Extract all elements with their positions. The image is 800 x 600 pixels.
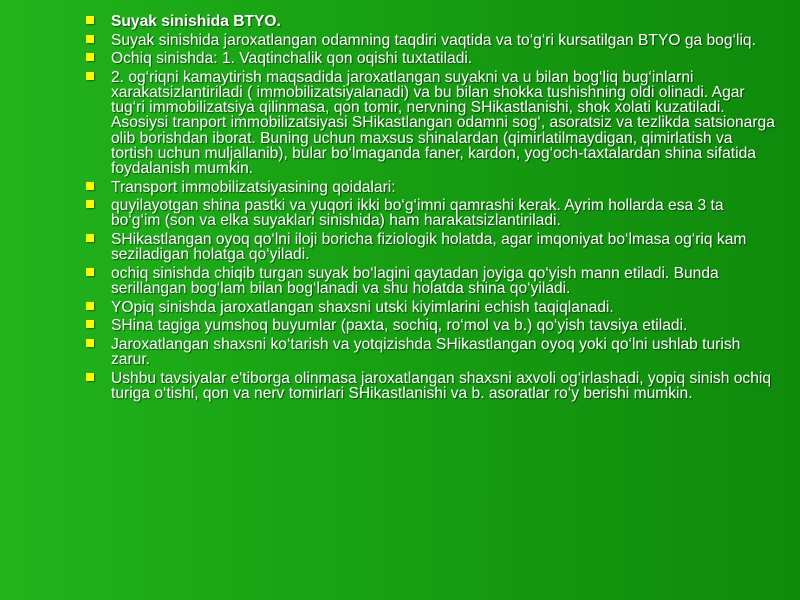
- list-item: [86, 70, 776, 176]
- list-item: [86, 198, 776, 228]
- list-item: [86, 180, 776, 195]
- square-bullet-icon: [86, 182, 94, 190]
- square-bullet-icon: [86, 268, 94, 276]
- item-text: Suyak sinishida BTYO.: [111, 13, 281, 30]
- list-item: [86, 337, 776, 367]
- item-text: Ushbu tavsiyalar e'tiborga olinmasa jaroxatlangan shaxsni axvoli og‘irlashadi, yopiq sinish ochiq turiga o‘tishi, qon va nerv tomirlari SHikastlanishi va b. asoratlar ro‘y berishi mumkin.: [111, 369, 772, 402]
- square-bullet-icon: [86, 53, 94, 61]
- list-item: [86, 232, 776, 262]
- list-item: [86, 266, 776, 296]
- item-text: SHikastlangan oyoq qo‘lni iloji boricha fiziologik holatda, agar imqoniyat bo‘lmasa og‘riq kam seziladigan holatga qo‘yiladi.: [111, 230, 747, 264]
- square-bullet-icon: [86, 35, 94, 43]
- list-item: [86, 371, 776, 401]
- square-bullet-icon: [86, 72, 94, 80]
- item-text: SHina tagiga yumshoq buyumlar (paxta, sochiq, ro‘mol va b.) qo‘yish tavsiya etiladi.: [111, 317, 688, 335]
- square-bullet-icon: [86, 320, 94, 328]
- square-bullet-icon: [86, 302, 94, 310]
- list-item: [86, 33, 776, 48]
- item-text: quyilayotgan shina pastki va yuqori ikki bo‘g‘imni qamrashi kerak. Ayrim hollarda esa 3 ta bo‘g‘im (son va elka suyaklari sinishida) ham harakatsizlantiriladi.: [111, 197, 724, 230]
- list-item: [86, 14, 776, 29]
- item-text: Ochiq sinishda: 1. Vaqtinchalik qon oqishi tuxtatiladi.: [111, 50, 473, 68]
- item-text: YOpiq sinishda jaroxatlangan shaxsni utski kiyimlarini echish taqiqlanadi.: [111, 298, 614, 316]
- square-bullet-icon: [86, 234, 94, 242]
- square-bullet-icon: [86, 200, 94, 208]
- item-text: ochiq sinishda chiqib turgan suyak bo‘lagini qaytadan joyiga qo‘yish mann etiladi. Bunda serillangan bog‘lam bilan bog‘lanadi va shu holatda shina qo‘yiladi.: [111, 264, 719, 297]
- bullet-list: [86, 14, 776, 404]
- item-text: Transport immobilizatsiyasining qoidalari:: [111, 178, 396, 196]
- square-bullet-icon: [86, 373, 94, 381]
- list-item: [86, 300, 776, 315]
- item-text: Jaroxatlangan shaxsni ko‘tarish va yotqizishda SHikastlangan oyoq yoki qo‘lni ushlab turish zarur.: [111, 335, 741, 368]
- list-item: [86, 51, 776, 66]
- item-text: 2. og‘riqni kamaytirish maqsadida jaroxatlangan suyakni va u bilan bog‘liq bug‘inlarni xarakatsizlantiriladi ( immobilizatsiyalanadi) va bu bilan shokka tushishning oldi olinadi. Agar tug‘ri immobilizatsiya qilinmasa, qon tomir, nervning SHikastlanishi, shok xolati kuzatiladi. Asosiysi tranport immobilizatsiyasi SHikastlangan odamni sog‘, asoratsiz va tezlikda satsionarga olib borishdan iborat. Buning uchun maxsus shinalardan (qimirlatilmaydigan, qimirlatish va tortish uchun muljallanib), bular bo‘lmaganda faner, kardon, yog‘och-taxtalardan shina sifatida foydalanish mumkin.: [111, 68, 775, 177]
- square-bullet-icon: [86, 16, 94, 24]
- list-item: [86, 318, 776, 333]
- square-bullet-icon: [86, 339, 94, 347]
- item-text: Suyak sinishida jaroxatlangan odamning taqdiri vaqtida va to‘g‘ri kursatilgan BTYO ga bog‘liq.: [111, 31, 756, 49]
